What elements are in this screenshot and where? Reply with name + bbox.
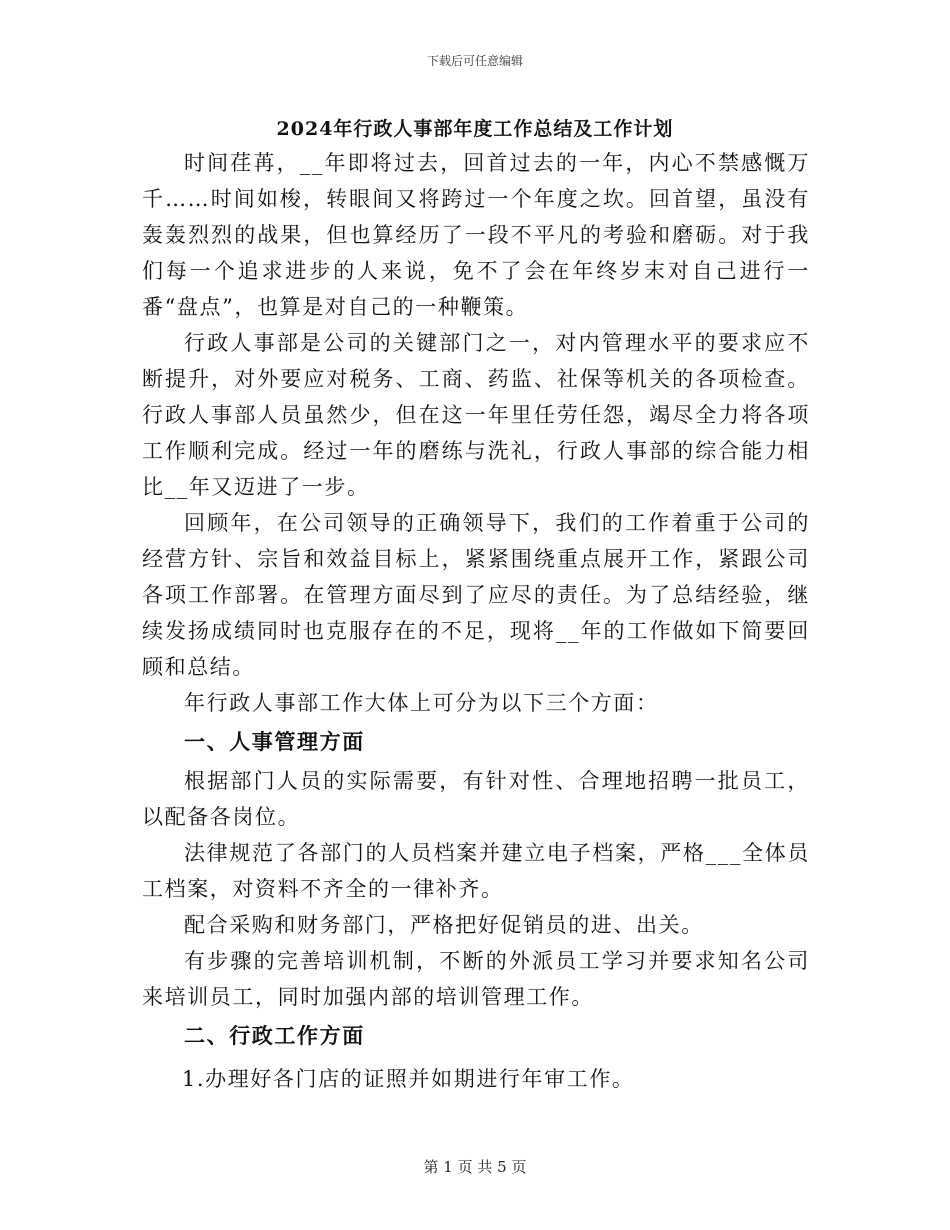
personnel-item-promoters: 配合采购和财务部门，严格把好促销员的进、出关。	[184, 913, 704, 937]
header-note: 下载后可任意编辑	[426, 54, 523, 68]
section-heading-personnel: 一、人事管理方面	[184, 729, 365, 754]
paragraph-intro: 时间荏苒，__年即将过去，回首过去的一年，内心不禁感慨万千……时间如梭，转眼间又将跨过一个年度之坎。回首望，虽没有轰轰烈烈的战果，但也算经历了一段不平凡的考验和磨砺。对于我们每一个追求进步的人来说，免不了会在年终岁末对自己进行一番“盘点”，也算是对自己的一种鞭策。	[142, 151, 810, 319]
paragraph-department: 行政人事部是公司的关键部门之一，对内管理水平的要求应不断提升，对外要应对税务、工商、药监、社保等机关的各项检查。行政人事部人员虽然少，但在这一年里任劳任怨，竭尽全力将各项工作顺利完成。经过一年的磨练与洗礼，行政人事部的综合能力相比__年又迈进了一步。	[142, 331, 810, 499]
personnel-item-archives: 法律规范了各部门的人员档案并建立电子档案，严格___全体员工档案，对资料不齐全的一律补齐。	[142, 841, 810, 901]
paragraph-overview: 年行政人事部工作大体上可分为以下三个方面：	[184, 691, 659, 715]
document-title: 2024年行政人事部年度工作总结及工作计划	[276, 118, 674, 140]
paragraph-review: 回顾年，在公司领导的正确领导下，我们的工作着重于公司的经营方针、宗旨和效益目标上，紧紧围绕重点展开工作，紧跟公司各项工作部署。在管理方面尽到了应尽的责任。为了总结经验，继续发扬成绩同时也克服存在的不足，现将__年的工作做如下简要回顾和总结。	[142, 511, 810, 679]
section-heading-administration: 二、行政工作方面	[184, 1023, 365, 1048]
document-body	[142, 145, 810, 1097]
administration-item-licenses: 1.办理好各门店的证照并如期进行年审工作。	[181, 1067, 635, 1091]
page-number: 第 1 页 共 5 页	[423, 1158, 527, 1176]
personnel-item-recruiting: 根据部门人员的实际需要，有针对性、合理地招聘一批员工，以配备各岗位。	[142, 769, 810, 829]
personnel-item-training: 有步骤的完善培训机制，不断的外派员工学习并要求知名公司来培训员工，同时加强内部的培训管理工作。	[142, 949, 810, 1009]
